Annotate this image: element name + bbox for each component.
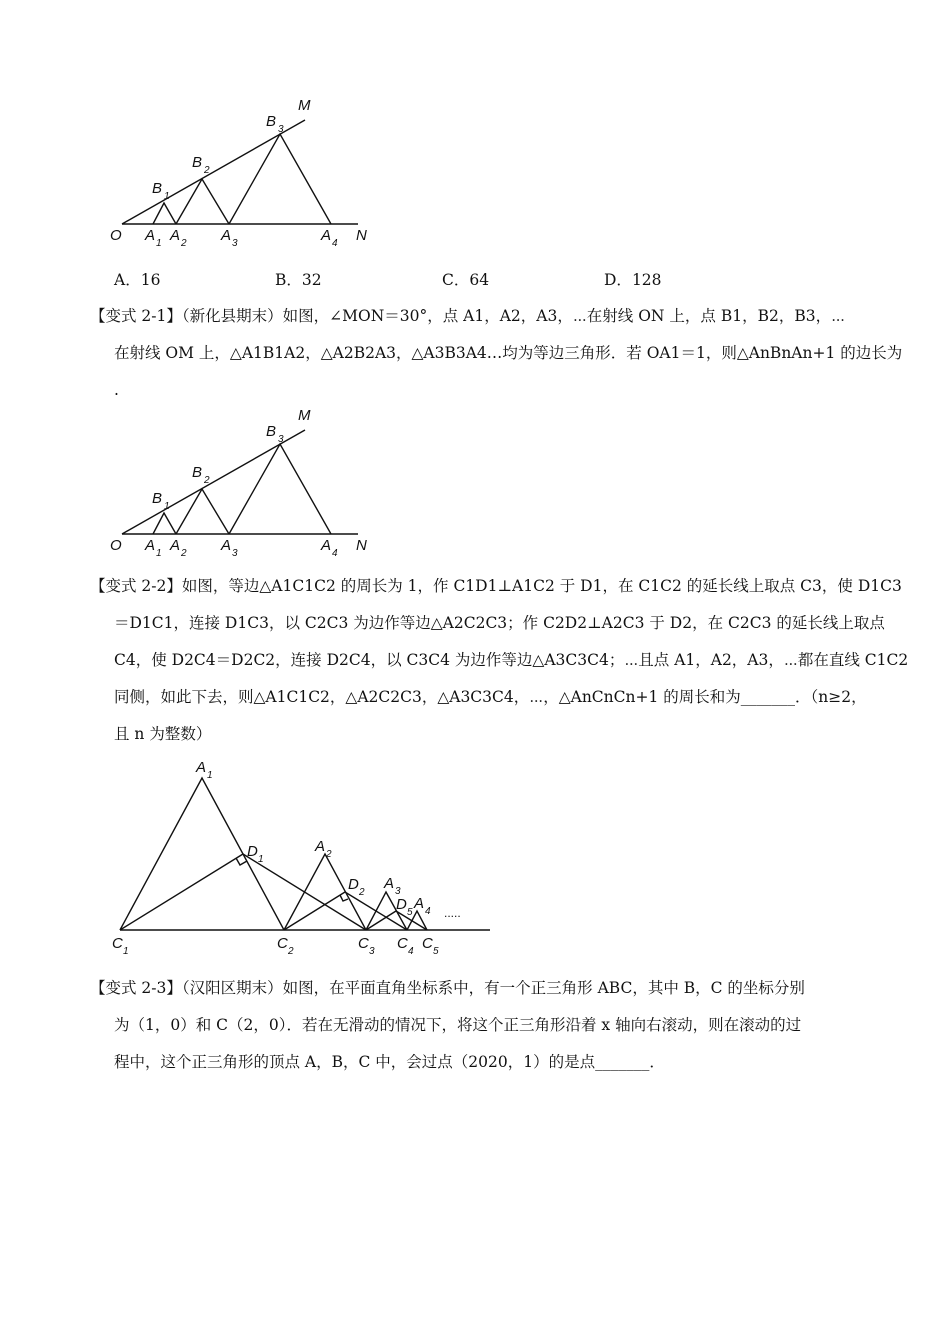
svg-text:2: 2: [181, 548, 187, 559]
label-b3: B: [266, 423, 277, 440]
label-b3: B: [266, 113, 277, 130]
svg-text:3: 3: [232, 238, 238, 249]
svg-text:4: 4: [425, 906, 431, 917]
svg-text:1: 1: [207, 770, 213, 781]
svg-text:3: 3: [395, 886, 401, 897]
label-a1: A: [145, 227, 156, 244]
label-a2: A: [315, 838, 326, 855]
figure-1: [100, 92, 370, 252]
choice-a[interactable]: A．16: [114, 271, 161, 289]
label-a3: A: [221, 227, 232, 244]
problem-2-1-source: （新化县期末）: [181, 307, 283, 325]
label-a4: A: [321, 227, 332, 244]
label-c2: C: [277, 935, 288, 952]
problem-2-3: [90, 970, 865, 1085]
label-a1: A: [196, 759, 207, 776]
svg-text:4: 4: [408, 946, 414, 957]
label-b1: B: [152, 180, 163, 197]
problem-2-2-line-5: 且 n 为整数）: [114, 725, 212, 743]
label-a4: A: [414, 895, 425, 912]
problem-2-2-line-3: C4，使 D2C4＝D2C2，连接 D2C4，以 C3C4 为边作等边△A3C3C4；⋯且点 A1，A2，A3，⋯都在直线 C1C2: [114, 651, 909, 669]
svg-text:1: 1: [258, 854, 264, 865]
label-d2: D: [348, 876, 359, 893]
ellipsis: .....: [444, 906, 461, 920]
label-a4: A: [321, 537, 332, 554]
label-a3: A: [221, 537, 232, 554]
triangle-3: [229, 134, 331, 224]
triangle-3: [229, 444, 331, 534]
problem-2-1-line-1: 【变式 2-1】（新化县期末）如图，∠MON＝30°，点 A1，A2，A3，⋯在射线 ON 上，点 B1，B2，B3，⋯: [90, 307, 846, 325]
segment-c1d1: [120, 854, 243, 930]
svg-text:2: 2: [288, 946, 294, 957]
label-o: O: [110, 227, 122, 244]
label-n: N: [356, 227, 367, 244]
svg-text:5: 5: [433, 946, 439, 957]
problem-2-2-line-1: 【变式 2-2】如图，等边△A1C1C2 的周长为 1，作 C1D1⊥A1C2 于 D1，在 C1C2 的延长线上取点 C3，使 D1C3: [90, 577, 902, 595]
label-o: O: [110, 537, 122, 554]
svg-text:2: 2: [204, 165, 210, 176]
label-a2: A: [170, 537, 181, 554]
choice-c[interactable]: C．64: [442, 271, 490, 289]
label-d1: D: [247, 843, 258, 860]
label-c1: C: [112, 935, 123, 952]
svg-text:3: 3: [278, 124, 284, 135]
label-c3: C: [358, 935, 369, 952]
problem-2-2-line-2: ＝D1C1，连接 D1C3，以 C2C3 为边作等边△A2C2C3；作 C2D2⊥A2C3 于 D2，在 C2C3 的延长线上取点: [114, 614, 885, 632]
problem-2-3-line-1: 【变式 2-3】（汉阳区期末）如图，在平面直角坐标系中，有一个正三角形 ABC，其中 B，C 的坐标分别: [90, 979, 805, 997]
label-n: N: [356, 537, 367, 554]
label-a1: A: [145, 537, 156, 554]
answer-choices: [114, 268, 894, 290]
svg-text:2: 2: [359, 887, 365, 898]
svg-text:1: 1: [156, 238, 162, 249]
svg-text:1: 1: [123, 946, 129, 957]
problem-2-1-line-3: .: [114, 381, 119, 399]
problem-2-3-tag: 【变式 2-3】: [90, 979, 182, 997]
problem-2-1-line-2: 在射线 OM 上，△A1B1A2，△A2B2A3，△A3B3A4…均为等边三角形．若 OA1＝1，则△AnBnAn+1 的边长为: [114, 344, 903, 362]
svg-text:4: 4: [332, 548, 338, 559]
svg-text:5: 5: [407, 907, 413, 918]
ray-om: [122, 430, 305, 534]
problem-2-3-source: （汉阳区期末）: [181, 979, 283, 997]
problem-2-2-tag: 【变式 2-2】: [90, 577, 182, 595]
svg-text:1: 1: [164, 501, 170, 512]
problem-2-1: [90, 298, 903, 408]
figure-3: [100, 752, 500, 957]
svg-text:2: 2: [326, 849, 332, 860]
choice-b[interactable]: B．32: [275, 271, 322, 289]
label-m: M: [298, 97, 311, 114]
svg-text:1: 1: [156, 548, 162, 559]
ray-om: [122, 120, 305, 224]
svg-text:2: 2: [204, 475, 210, 486]
label-b1: B: [152, 490, 163, 507]
triangle-2: [176, 489, 229, 534]
label-c4: C: [397, 935, 408, 952]
figure-2: [100, 402, 370, 562]
label-a3: A: [384, 875, 395, 892]
problem-2-2: [90, 568, 909, 753]
label-a2: A: [170, 227, 181, 244]
svg-text:3: 3: [278, 434, 284, 445]
label-d3: D: [396, 896, 407, 913]
svg-text:3: 3: [232, 548, 238, 559]
label-b2: B: [192, 464, 203, 481]
svg-text:4: 4: [332, 238, 338, 249]
choice-d[interactable]: D．128: [604, 271, 662, 289]
label-c5: C: [422, 935, 433, 952]
svg-text:3: 3: [369, 946, 375, 957]
svg-text:1: 1: [164, 191, 170, 202]
label-b2: B: [192, 154, 203, 171]
triangle-1: [153, 203, 176, 224]
label-m: M: [298, 407, 311, 424]
problem-2-3-line-2: 为（1，0）和 C（2，0）．若在无滑动的情况下，将这个正三角形沿着 x 轴向右滚动，则在滚动的过: [114, 1016, 802, 1034]
problem-2-2-line-4: 同侧，如此下去，则△A1C1C2，△A2C2C3，△A3C3C4，⋯，△AnCnCn+1 的周长和为_______．（n≥2，: [114, 688, 867, 706]
triangle-1: [153, 513, 176, 534]
problem-2-3-line-3: 程中，这个正三角形的顶点 A，B，C 中，会过点（2020，1）的是点_______．: [114, 1053, 665, 1071]
svg-text:2: 2: [181, 238, 187, 249]
problem-2-1-tag: 【变式 2-1】: [90, 307, 182, 325]
triangle-2: [176, 179, 229, 224]
right-angle-d2: [340, 895, 348, 901]
